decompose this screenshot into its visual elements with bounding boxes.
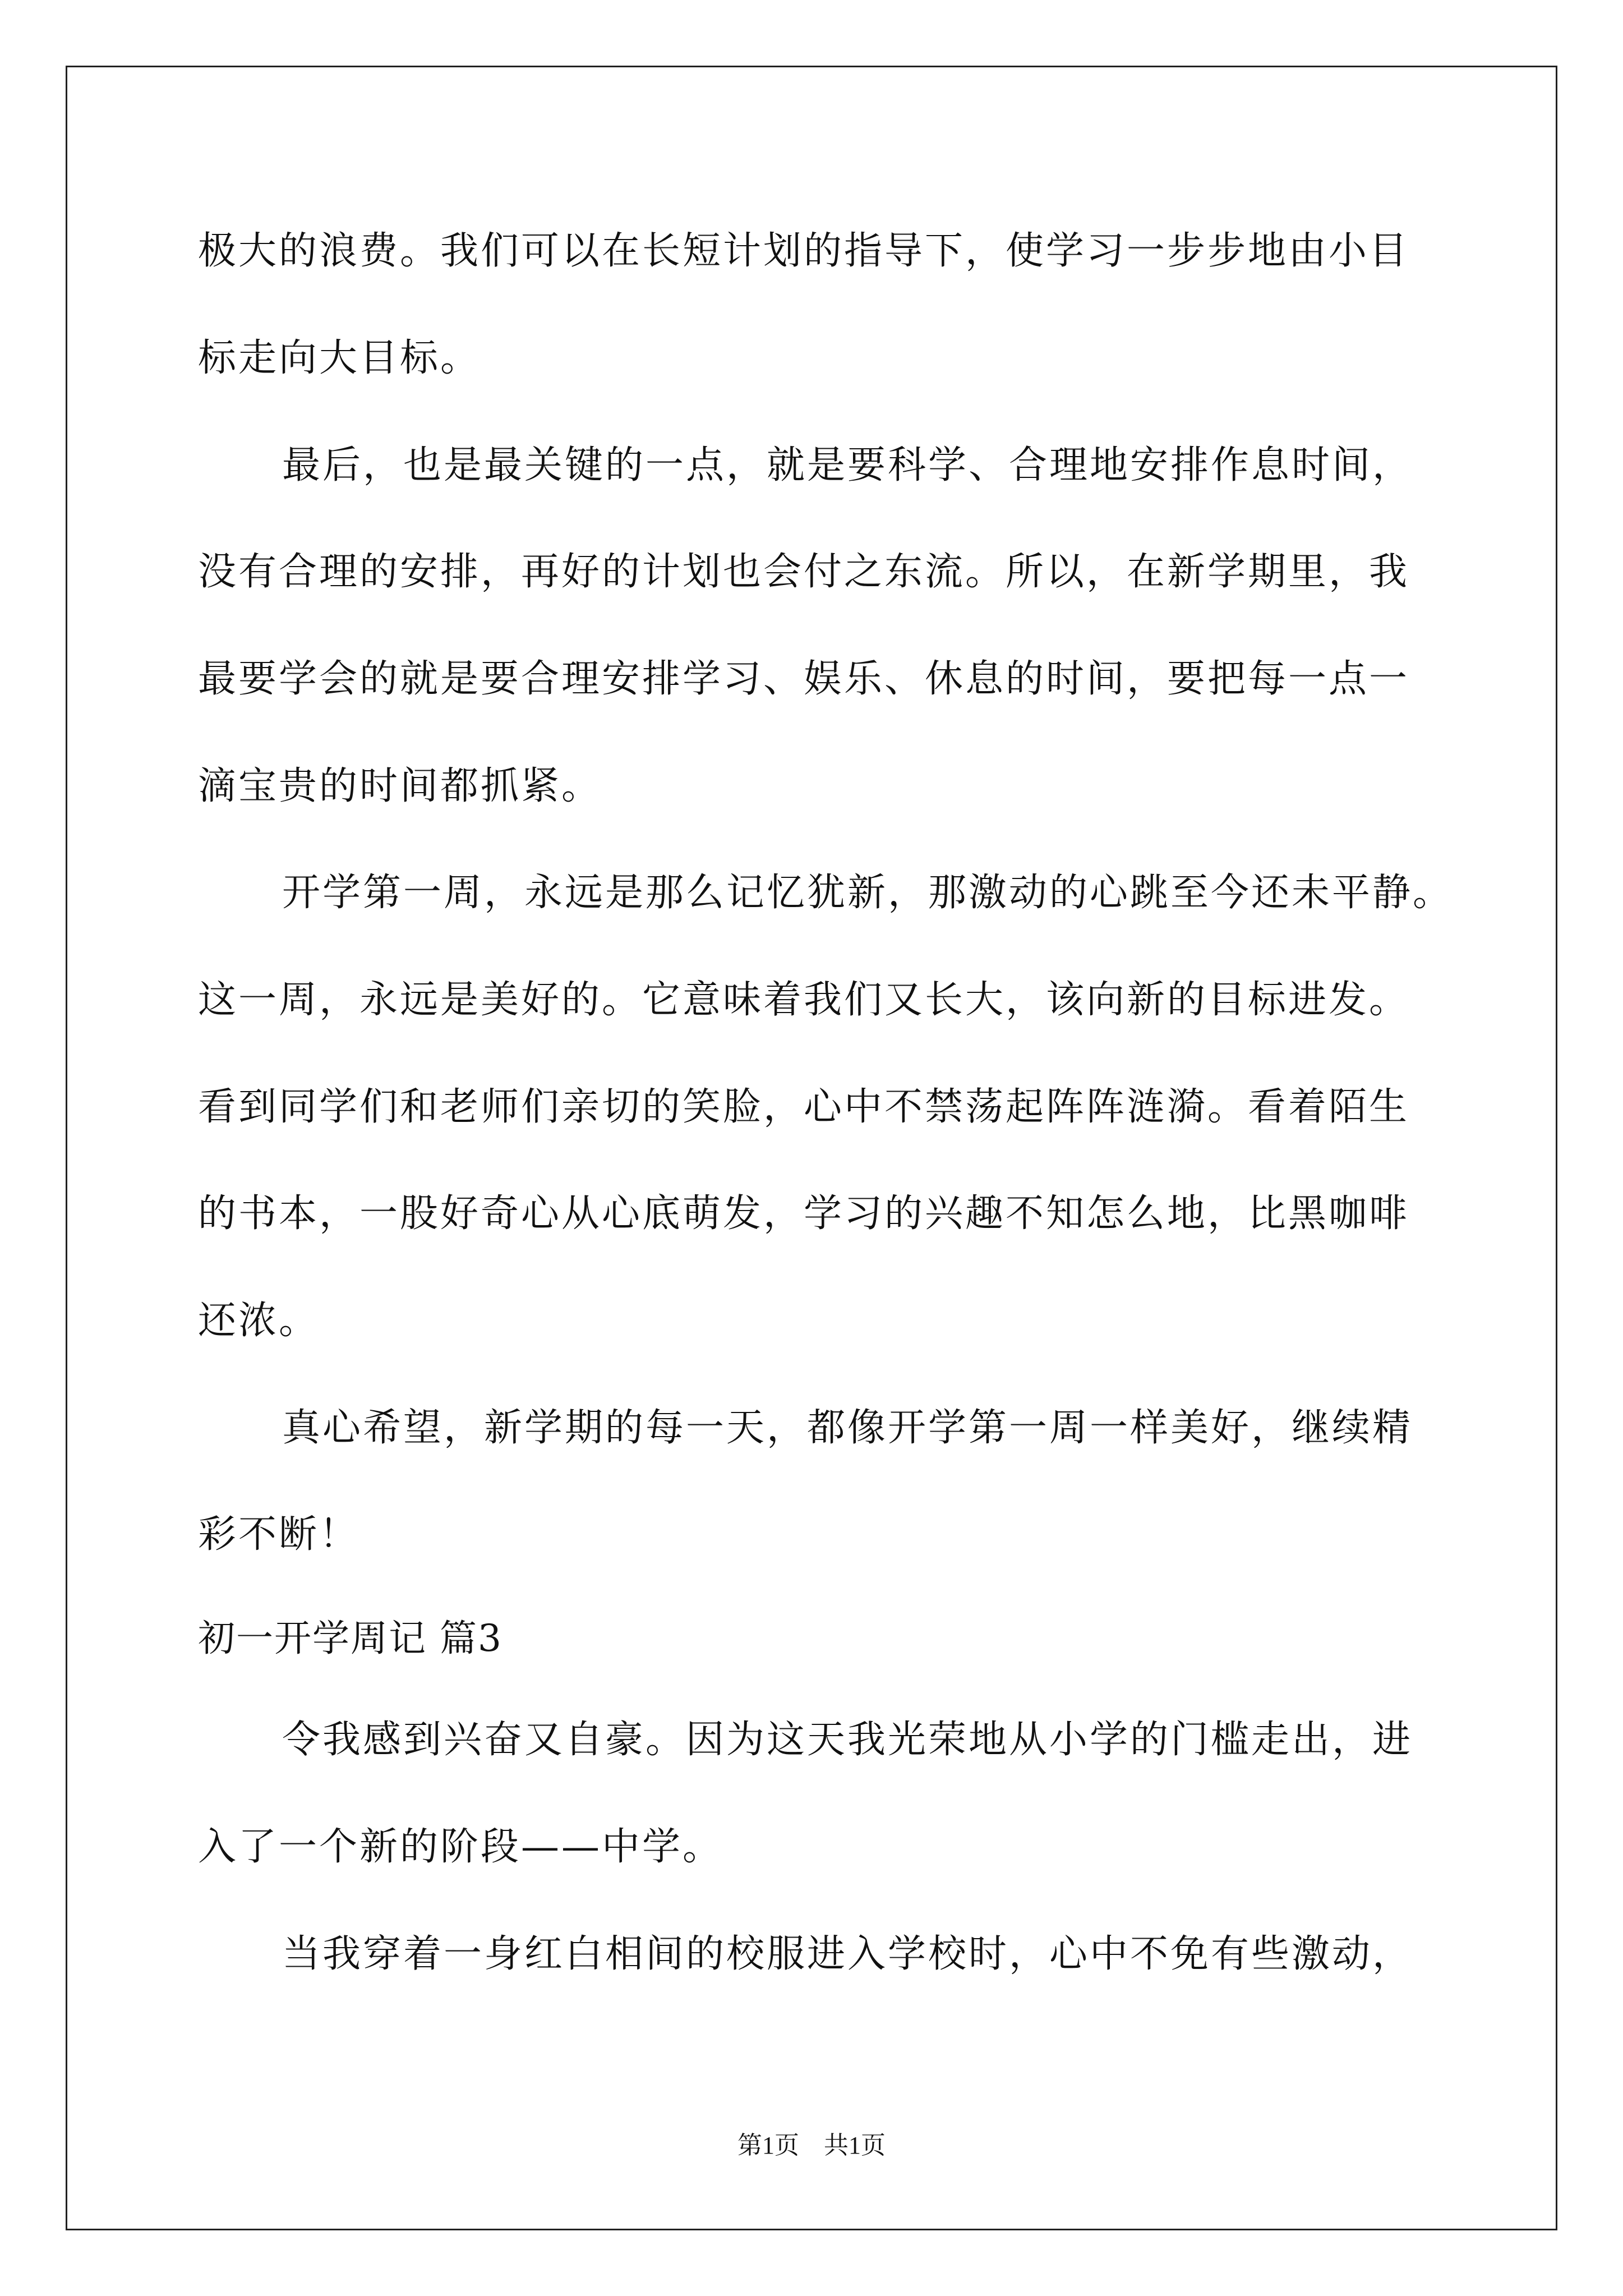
section-heading: 初一开学周记 篇3 xyxy=(198,1617,502,1660)
text-line: 滴宝贵的时间都抓紧。 xyxy=(198,764,602,808)
text-line: 的书本，一股好奇心从心底萌发，学习的兴趣不知怎么地，比黑咖啡 xyxy=(198,1191,1410,1236)
page-number-footer: 第1页 共1页 xyxy=(737,2132,886,2159)
text-line: 还浓。 xyxy=(198,1299,320,1343)
text-line: 看到同学们和老师们亲切的笑脸，心中不禁荡起阵阵涟漪。看着陌生 xyxy=(198,1085,1410,1129)
text-line: 入了一个新的阶段——中学。 xyxy=(198,1825,723,1869)
text-line: 彩不断！ xyxy=(198,1512,360,1557)
paragraph-first-line: 真心希望，新学期的每一天，都像开学第一周一样美好，继续精 xyxy=(282,1406,1413,1450)
paragraph-first-line: 令我感到兴奋又自豪。因为这天我光荣地从小学的门槛走出，进 xyxy=(282,1718,1413,1762)
paragraph-first-line: 当我穿着一身红白相间的校服进入学校时，心中不免有些激动， xyxy=(282,1932,1413,1976)
text-line: 极大的浪费。我们可以在长短计划的指导下，使学习一步步地由小目 xyxy=(198,229,1410,273)
text-line: 这一周，永远是美好的。它意味着我们又长大，该向新的目标进发。 xyxy=(198,978,1410,1022)
text-line: 最要学会的就是要合理安排学习、娱乐、休息的时间，要把每一点一 xyxy=(198,657,1410,701)
paragraph-first-line: 最后，也是最关键的一点，就是要科学、合理地安排作息时间， xyxy=(282,443,1413,487)
text-line: 标走向大目标。 xyxy=(198,336,481,380)
page-border xyxy=(66,66,1557,2230)
text-line: 没有合理的安排，再好的计划也会付之东流。所以，在新学期里，我 xyxy=(198,550,1410,594)
paragraph-first-line: 开学第一周，永远是那么记忆犹新，那激动的心跳至今还未平静。 xyxy=(282,871,1454,915)
